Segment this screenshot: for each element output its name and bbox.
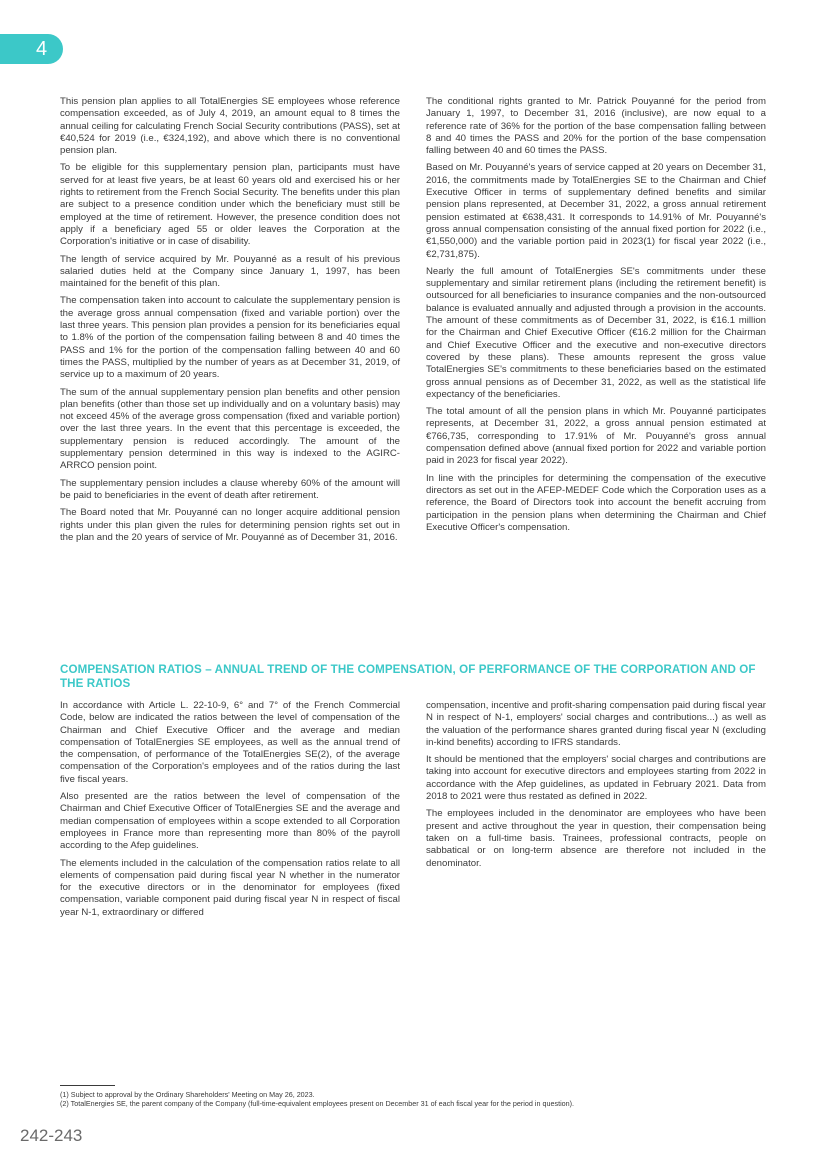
chapter-tab: 4: [0, 34, 63, 64]
paragraph: Based on Mr. Pouyanné's years of service capped at 20 years on December 31, 2016, the commitments made by TotalEnergies SE to the Chairman and Chief Executive Officer in terms of supplementary defined benefits and similar pension plans represented, at December 31, 2022, a gross annual retirement pension estimated at €638,431. It corresponds to 14.91% of Mr. Pouyanné's gross annual compensation consisting of the annual fixed portion for 2022 (i.e., €1,550,000) and the variable portion paid in 2023(1) for fiscal year 2022 (i.e., €2,731,875).: [426, 162, 766, 260]
footnote: (2) TotalEnergies SE, the parent company of the Company (full-time-equivalent employees present on December 31 of each fiscal year for the period in question).: [60, 1099, 575, 1108]
top-left-column: [60, 96, 400, 549]
page-number: 242-243: [20, 1126, 83, 1145]
paragraph: The elements included in the calculation of the compensation ratios relate to all elements of compensation paid during fiscal year N whether in the numerator for the executive directors or in the denominator for employees (fixed compensation, variable component paid during fiscal year N in respect of fiscal year N-1, extraordinary or differed: [60, 857, 400, 918]
paragraph: The length of service acquired by Mr. Pouyanné as a result of his previous salaried duties held at the Company since January 1, 1997, has been maintained for the benefit of this plan.: [60, 253, 400, 290]
top-right-column: [426, 96, 766, 539]
bottom-left-column: [60, 700, 400, 924]
footnote-divider: [60, 1085, 115, 1086]
section-heading: COMPENSATION RATIOS – ANNUAL TREND OF THE COMPENSATION, OF PERFORMANCE OF THE CORPORATION AND OF THE RATIOS: [60, 663, 756, 690]
paragraph: Nearly the full amount of TotalEnergies SE's commitments under these supplementary and similar retirement plans (including the retirement benefit) is outsourced for all beneficiaries to insurance companies and the non-outsourced balance is evaluated annually and adjusted through a provision in the accounts. The amount of these commitments as of December 31, 2022, is €16.1 million for the Chairman and Chief Executive Officer (€16.2 million for the Chairman and Chief Executive Officer and the executive and non-executive directors covered by these plans). These amounts represent the gross value TotalEnergies SE's commitments to these beneficiaries based on the estimated gross annual pensions as of December 31, 2022, as well as the statistical life expectancy of the beneficiaries.: [426, 265, 766, 400]
paragraph: compensation, incentive and profit-sharing compensation paid during fiscal year N in respect of N-1, employers' social charges and contributions...) as well as the valuation of the performance shares granted during fiscal year N (excluding in-kind benefits) according to IFRS standards.: [426, 700, 766, 748]
paragraph: The employees included in the denominator are employees who have been present and active throughout the year in question, their compensation being taken on a full-time basis. Trainees, professional contracts, people on sabbatical or on long-term absence are therefore not included in the denominator.: [426, 808, 766, 869]
paragraph: The supplementary pension includes a clause whereby 60% of the amount will be paid to beneficiaries in the event of death after retirement.: [60, 477, 400, 501]
paragraph: The conditional rights granted to Mr. Patrick Pouyanné for the period from January 1, 1997, to December 31, 2016 (inclusive), are now equal to a reference rate of 36% for the portion of the base compensation falling between 8 and 40 times the PASS and 20% for the portion of the base compensation falling between 40 and 60 times the PASS.: [426, 96, 766, 157]
paragraph: The total amount of all the pension plans in which Mr. Pouyanné participates represents, at December 31, 2022, a gross annual pension estimated at €766,735, corresponding to 17.91% of Mr. Pouyanné's gross annual compensation defined above (annual fixed portion for 2022 and variable portion paid in 2023 for fiscal year 2022).: [426, 406, 766, 467]
bottom-right-column: [426, 700, 766, 875]
paragraph: Also presented are the ratios between the level of compensation of the Chairman and Chief Executive Officer of TotalEnergies SE and the average and median compensation of employees within a scope extended to all Corporation employees in France more than representing more than 80% of the payroll according to the Afep guidelines.: [60, 791, 400, 852]
paragraph: In line with the principles for determining the compensation of the executive directors as set out in the AFEP-MEDEF Code which the Corporation uses as a reference, the Board of Directors took into account the benefit accruing from participation in the pension plans when determining the Chairman and Chief Executive Officer's compensation.: [426, 472, 766, 533]
footnote: (1) Subject to approval by the Ordinary Shareholders' Meeting on May 26, 2023.: [60, 1090, 315, 1099]
paragraph: This pension plan applies to all TotalEnergies SE employees whose reference compensation exceeded, as of July 4, 2019, an amount equal to 8 times the annual ceiling for calculating French Social Security contributions (PASS), set at €40,524 for 2019 (i.e., €324,192), and above which there is no conventional pension plan.: [60, 96, 400, 157]
paragraph: It should be mentioned that the employers' social charges and contributions are taking into account for executive directors and employees starting from 2022 in accordance with the Afep guidelines, as updated in February 2021. Data from 2018 to 2021 were thus restated as defined in 2022.: [426, 754, 766, 803]
paragraph: The Board noted that Mr. Pouyanné can no longer acquire additional pension rights under this plan given the rules for determining pension rights set out in the plan and the 20 years of service of Mr. Pouyanné as of December 31, 2016.: [60, 507, 400, 543]
paragraph: In accordance with Article L. 22-10-9, 6° and 7° of the French Commercial Code, below are indicated the ratios between the level of compensation of the Chairman and Chief Executive Officer and the average and median compensation of TotalEnergies SE employees, as well as the annual trend of the compensation, of performance of the TotalEnergies SE(2), of the average compensation of the Corporation's employees and of the ratios during the last five fiscal years.: [60, 700, 400, 785]
paragraph: The compensation taken into account to calculate the supplementary pension is the average gross annual compensation (fixed and variable portion) over the last three years. This pension plan provides a pension for its beneficiaries equal to 1.8% of the portion of the compensation failing between 8 and 40 times the PASS and 1% for the portion of the compensation falling between 40 and 60 times the PASS, multiplied by the number of years as at December 31, 2019, of service up to a maximum of 20 years.: [60, 295, 400, 381]
paragraph: The sum of the annual supplementary pension plan benefits and other pension plan benefits (other than those set up individually and on a voluntary basis) may not exceed 45% of the average gross compensation (fixed and variable portion) over the last three years. In the event that this percentage is exceeded, the supplementary pension is reduced accordingly. The amount of the supplementary pension determined in this way is indexed to the AGIRC-ARRCO pension point.: [60, 386, 400, 472]
paragraph: To be eligible for this supplementary pension plan, participants must have served for at least five years, be at least 60 years old and exercised his or her rights to retirement from the French Social Security. The benefits under this plan are subject to a presence condition under which the beneficiary must still be employed at the time of retirement. However, the presence condition does not apply if a beneficiary aged 55 or older leaves the Corporation at the Corporation's initiative or in case of disability.: [60, 162, 400, 248]
footnotes: [60, 1090, 765, 1108]
